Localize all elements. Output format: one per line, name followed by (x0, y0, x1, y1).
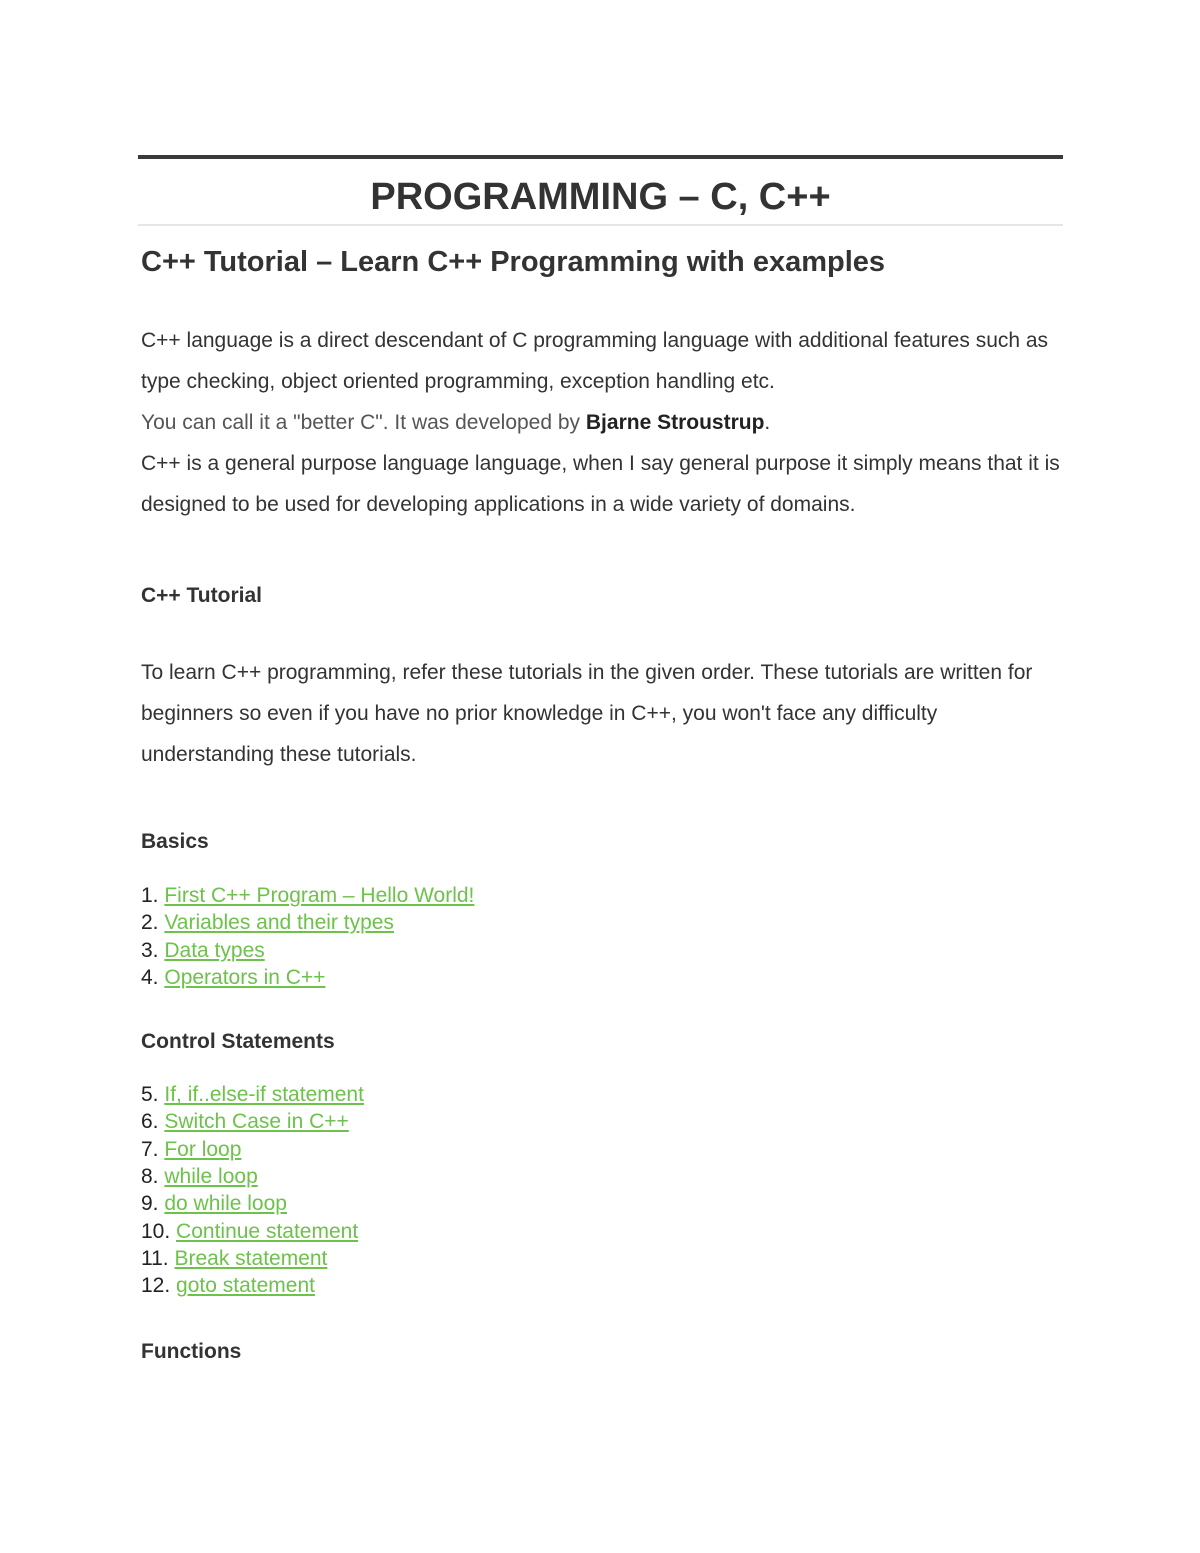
list-number: 5. (141, 1083, 159, 1107)
author-name: Bjarne Stroustrup (585, 411, 765, 434)
tutorial-link[interactable]: Data types (164, 938, 265, 962)
title-divider (138, 224, 1063, 226)
list-item (141, 1081, 1063, 1108)
list-number: 12. (141, 1274, 171, 1298)
functions-heading: Functions (141, 1339, 242, 1363)
page-title: PROGRAMMING – C, C++ (370, 176, 831, 218)
list-number: 7. (141, 1137, 159, 1161)
list-item (141, 882, 1063, 909)
list-item (141, 1245, 1063, 1272)
tutorial-link[interactable]: Continue statement (176, 1219, 359, 1243)
tutorial-link[interactable]: Variables and their types (164, 911, 394, 935)
list-number: 2. (141, 911, 159, 935)
intro-line-3: C++ is a general purpose language language, when I say general purpose it simply means that it is designed to be used for developing applications in a wide variety of domains. (141, 452, 1060, 516)
list-item (141, 1163, 1063, 1190)
list-item (141, 1108, 1063, 1135)
intro-line-2-suffix: . (764, 411, 771, 434)
list-item (141, 1190, 1063, 1217)
list-item (141, 909, 1063, 936)
control-statements-list (141, 1081, 1063, 1299)
intro-paragraph (141, 320, 1063, 525)
tutorial-link[interactable]: goto statement (176, 1274, 315, 1298)
document-page (138, 155, 1063, 1366)
tutorial-link[interactable]: If, if..else-if statement (164, 1083, 364, 1107)
tutorial-link[interactable]: Break statement (174, 1246, 328, 1270)
list-number: 6. (141, 1110, 159, 1134)
basics-heading: Basics (141, 830, 209, 853)
intro-line-2 (141, 402, 1063, 443)
list-number: 1. (141, 884, 159, 907)
tutorial-heading: C++ Tutorial (141, 584, 262, 607)
tutorial-link[interactable]: while loop (164, 1165, 258, 1189)
list-item (141, 1218, 1063, 1245)
list-item (141, 937, 1063, 964)
tutorial-link[interactable]: Switch Case in C++ (164, 1110, 349, 1134)
intro-line-2-prefix: You can call it a "better C". It was developed by (141, 411, 586, 434)
list-number: 11. (141, 1246, 169, 1270)
list-number: 10. (141, 1219, 171, 1243)
intro-line-1: C++ language is a direct descendant of C programming language with additional features such as type checking, object oriented programming, exception handling etc. (141, 329, 1049, 393)
basics-list (141, 882, 1063, 991)
article-title: C++ Tutorial – Learn C++ Programming with examples (141, 246, 886, 278)
tutorial-link[interactable]: For loop (164, 1137, 242, 1161)
control-statements-heading: Control Statements (141, 1030, 335, 1054)
list-number: 8. (141, 1165, 159, 1189)
list-number: 3. (141, 938, 159, 962)
tutorial-link[interactable]: do while loop (164, 1192, 287, 1216)
tutorial-link[interactable]: Operators in C++ (164, 965, 326, 989)
list-item (141, 1136, 1063, 1163)
tutorial-link[interactable]: First C++ Program – Hello World! (164, 884, 475, 907)
list-item (141, 964, 1063, 991)
tutorial-text: To learn C++ programming, refer these tutorials in the given order. These tutorials are written for beginners so even if you have no prior knowledge in C++, you won't face any difficulty understanding these tutorials. (141, 661, 1033, 766)
list-number: 9. (141, 1192, 159, 1216)
list-item (141, 1272, 1063, 1299)
list-number: 4. (141, 965, 159, 989)
